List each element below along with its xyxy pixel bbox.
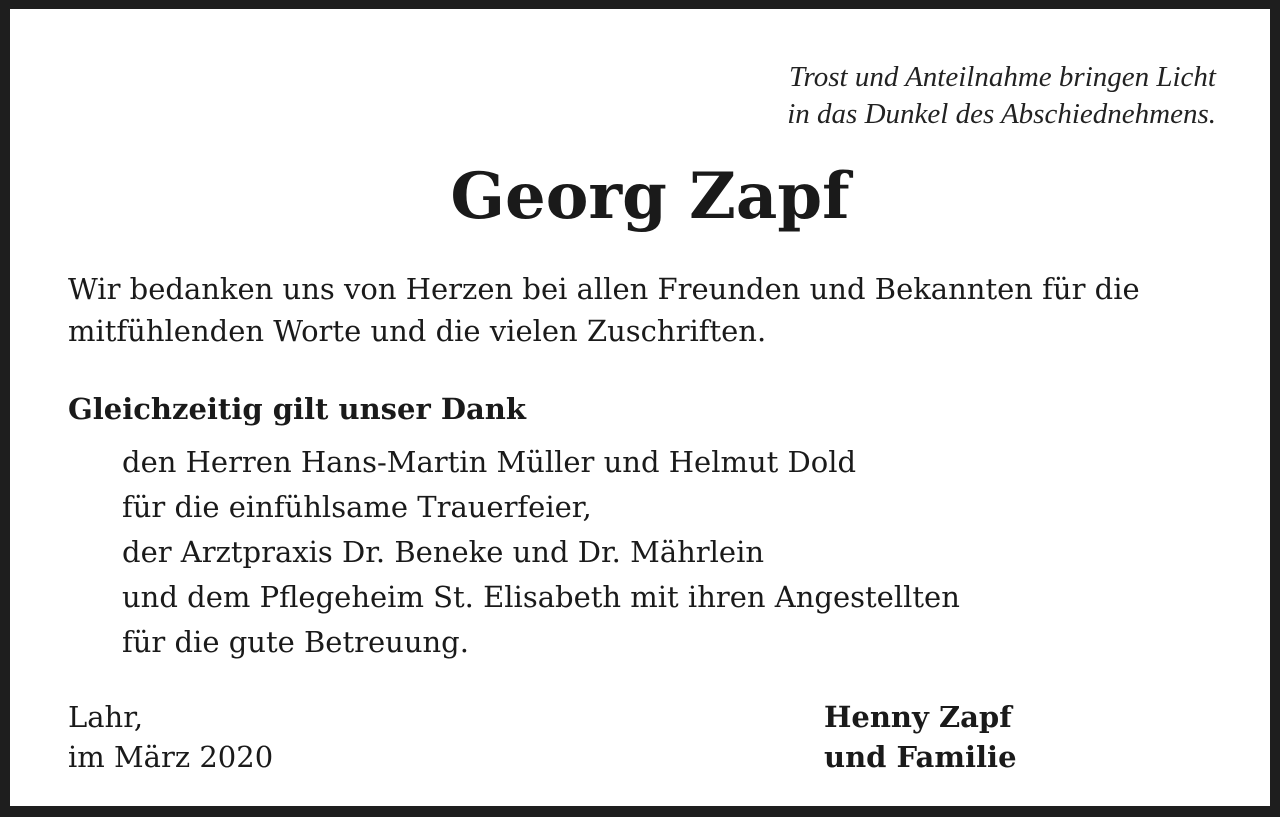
acknowledgement-heading: Gleichzeitig gilt unser Dank [68, 392, 526, 426]
place-date: im März 2020 [68, 740, 274, 774]
thanks-paragraph [68, 268, 1238, 352]
deceased-name: Georg Zapf [450, 159, 850, 234]
motto-line-2: in das Dunkel des Abschiednehmens. [787, 98, 1216, 130]
motto-line-1: Trost und Anteilnahme bringen Licht [789, 61, 1216, 93]
acknowledgement-list [122, 440, 960, 665]
acknowledgement-item: für die einfühlsame Trauerfeier, [122, 490, 592, 524]
place-city: Lahr, [68, 700, 144, 734]
signature-line-2: und Familie [824, 740, 1017, 774]
motto [787, 59, 1216, 133]
signature-line-1: Henny Zapf [824, 700, 1012, 734]
signature [824, 697, 1017, 777]
acknowledgement-item: und dem Pflegeheim St. Elisabeth mit ihren Angestellten [122, 580, 960, 614]
thanks-line-2: mitfühlenden Worte und die vielen Zuschriften. [68, 314, 767, 348]
thanks-line-1: Wir bedanken uns von Herzen bei allen Freunden und Bekannten für die [68, 272, 1140, 306]
acknowledgement-item: den Herren Hans-Martin Müller und Helmut Dold [122, 445, 857, 479]
place-and-date [68, 697, 273, 777]
acknowledgement-item: der Arztpraxis Dr. Beneke und Dr. Mährlein [122, 535, 765, 569]
acknowledgement-item: für die gute Betreuung. [122, 625, 469, 659]
